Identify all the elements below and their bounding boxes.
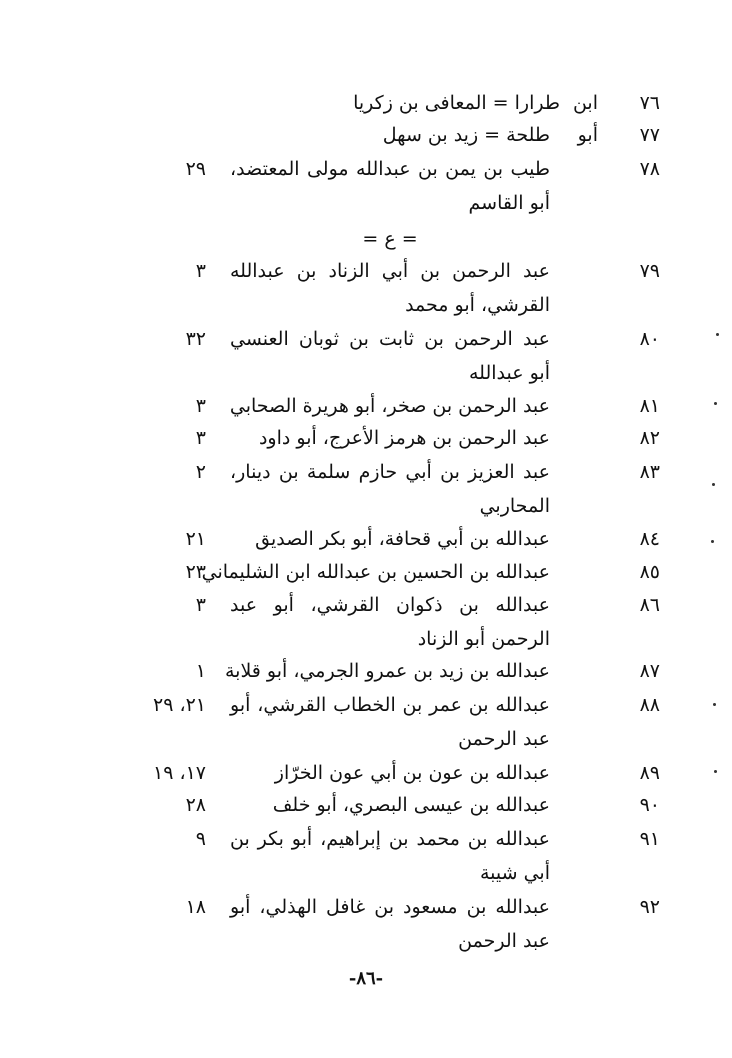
page-number: -٨٦- [348, 968, 384, 989]
entry-prefix: أبو [577, 124, 598, 146]
entry-name: عبد الرحمن بن هرمز الأعرج، أبو داود [258, 427, 550, 449]
entry-name: عبدالله بن الحسين بن عبدالله ابن الشليماني [201, 561, 550, 583]
section-heading: = ع = [362, 228, 418, 250]
entry-pages: ٢٣ [185, 561, 206, 583]
entry-name: عبدالله بن أبي قحافة، أبو بكر الصديق [255, 528, 550, 550]
entry-number: ٨٠ [639, 328, 660, 350]
entry-number: ٨٤ [639, 528, 660, 550]
entry-number: ٧٧ [639, 124, 660, 146]
entry-name: عبدالله بن مسعود بن غافل الهذلي، أبو عبد الرحمن [230, 896, 550, 952]
scan-speck [712, 483, 715, 486]
entry-number: ٧٦ [639, 92, 660, 114]
entry-pages: ٣ [195, 395, 206, 417]
entry-pages: ٣ [195, 427, 206, 449]
entry-name: عبدالله بن عون بن أبي عون الخرّاز [274, 762, 550, 784]
entry-pages: ٢١، ٢٩ [152, 694, 206, 716]
entry-pages: ٩ [195, 828, 206, 850]
entry-pages: ١٨ [185, 896, 206, 918]
entry-pages: ٢٩ [185, 158, 206, 180]
entry-prefix: ابن [572, 92, 598, 114]
entry-name: عبدالله بن عيسى البصري، أبو خلف [272, 794, 550, 816]
entry-name: عبدالله بن زيد بن عمرو الجرمي، أبو قلابة [224, 660, 550, 682]
entry-name: عبد العزيز بن أبي حازم سلمة بن دينار، المحاربي [230, 461, 550, 517]
entry-number: ٩٠ [639, 794, 660, 816]
entry-number: ٨٧ [639, 660, 660, 682]
entry-name: عبدالله بن ذكوان القرشي، أبو عبد الرحمن أبو الزناد [230, 594, 550, 650]
entry-number: ٩١ [639, 828, 660, 850]
scan-speck [714, 770, 717, 773]
entry-number: ٨١ [639, 395, 660, 417]
entry-number: ٨٦ [639, 594, 660, 616]
entry-name: طلحة = زيد بن سهل [382, 124, 550, 146]
entry-name: عبدالله بن محمد بن إبراهيم، أبو بكر بن أبي شيبة [230, 828, 550, 884]
scan-speck [713, 703, 716, 706]
entry-number: ٨٣ [639, 461, 660, 483]
entry-number: ٧٨ [639, 158, 660, 180]
entry-name: طيب بن يمن بن عبدالله مولى المعتضد، أبو القاسم [230, 158, 550, 214]
entry-number: ٨٥ [639, 561, 660, 583]
entry-name: عبد الرحمن بن ثابت بن ثوبان العنسي أبو عبدالله [230, 328, 550, 384]
entry-number: ٩٢ [639, 896, 660, 918]
entry-name: عبد الرحمن بن أبي الزناد بن عبدالله القرشي، أبو محمد [230, 260, 550, 316]
entry-name: عبدالله بن عمر بن الخطاب القرشي، أبو عبد الرحمن [230, 694, 550, 750]
entry-pages: ١ [195, 660, 206, 682]
entry-number: ٨٨ [639, 694, 660, 716]
scan-speck [711, 540, 714, 543]
entry-number: ٧٩ [639, 260, 660, 282]
scan-speck [716, 333, 719, 336]
entry-pages: ٣ [195, 594, 206, 616]
entry-pages: ٢١ [185, 528, 206, 550]
entry-pages: ٢ [195, 461, 206, 483]
entry-pages: ١٧، ١٩ [152, 762, 206, 784]
scan-speck [714, 402, 717, 405]
entry-number: ٨٩ [639, 762, 660, 784]
entry-pages: ٣ [195, 260, 206, 282]
entry-name: طرارا = المعافى بن زكريا [353, 92, 560, 114]
entry-number: ٨٢ [639, 427, 660, 449]
entry-pages: ٣٢ [185, 328, 206, 350]
entry-pages: ٢٨ [185, 794, 206, 816]
entry-name: عبد الرحمن بن صخر، أبو هريرة الصحابي [229, 395, 550, 417]
